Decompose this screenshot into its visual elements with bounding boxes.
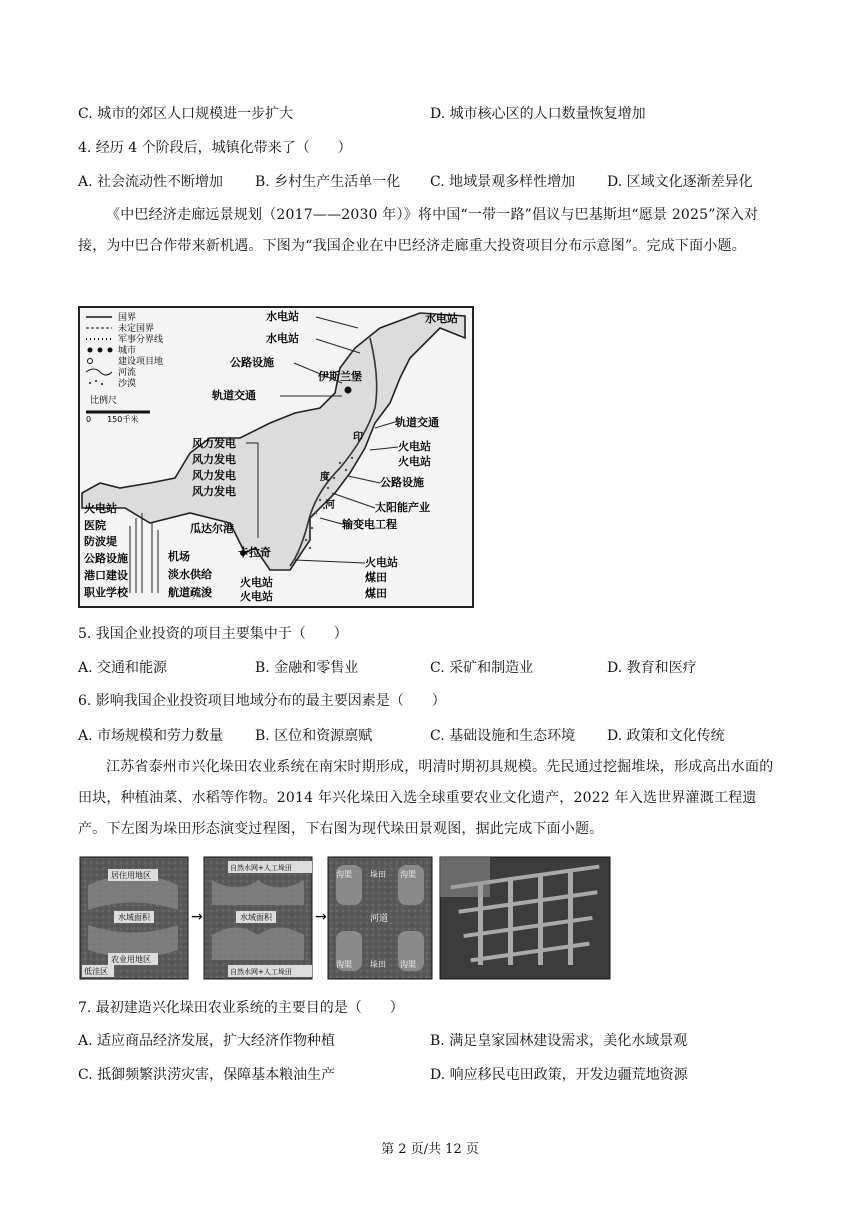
river-char: 度 xyxy=(320,472,330,483)
label-rail-2: 轨道交通 xyxy=(395,416,439,429)
passage-cpec: 《中巴经济走廊远景规划（2017——2030 年）》将中国“一带一路”倡议与巴基斯坦“愿景 2025”深入对接，为中巴合作带来新机遇。下图为“我国企业在中巴经济走廊重大投资项目分布示意图”。完成下面小题。 xyxy=(78,207,759,254)
scale-title: 比例尺 xyxy=(90,396,118,406)
scale-value: 0 150千米 xyxy=(86,415,139,424)
label-wind-4: 风力发电 xyxy=(192,485,236,498)
label-wind-3: 风力发电 xyxy=(192,469,236,482)
duotian-diagram xyxy=(78,855,612,981)
question-4-option-b: B. 乡村生产生活单一化 xyxy=(255,174,401,190)
legend-desert: 沙漠 xyxy=(118,379,137,389)
question-6-option-a: A. 市场规模和劳力数量 xyxy=(78,728,224,744)
p1-water: 水域面积 xyxy=(118,913,150,922)
arrow-icon: → xyxy=(191,909,203,925)
duotian-figure xyxy=(78,855,612,981)
evolution-panel-3 xyxy=(328,857,432,979)
passage-duotian: 江苏省泰州市兴化垛田农业系统在南宋时期形成，明清时期初具规模。先民通过挖掘堆垛，形成高出水面的田块，种植油菜、水稻等作物。2014 年兴化垛田入选全球重要农业文化遗产，2022 年入选世界灌溉工程遗产。下左图为垛田形态演变过程图，下右图为现代垛田景观图，据此完成下面小题。 xyxy=(78,759,774,837)
question-7-stem: 7. 最初建造兴化垛田农业系统的主要目的是（ ） xyxy=(78,1000,404,1016)
label-coal-1: 煤田 xyxy=(365,571,387,584)
question-5-option-a: A. 交通和能源 xyxy=(78,660,168,676)
evolution-panel-2 xyxy=(204,857,312,979)
question-6-stem: 6. 影响我国企业投资项目地域分布的最主要因素是（ ） xyxy=(78,693,446,709)
question-4-option-c: C. 地域景观多样性增加 xyxy=(430,174,576,190)
p3-river: 河道 xyxy=(370,914,389,924)
option-c: C. 城市的郊区人口规模进一步扩大 xyxy=(78,106,294,122)
p1-farmland: 农业用地区 xyxy=(111,955,151,964)
label-vocational-school: 职业学校 xyxy=(84,586,128,599)
p3-field-1: 垛田 xyxy=(370,870,386,879)
map-legend xyxy=(86,312,163,424)
question-6-option-d: D. 政策和文化传统 xyxy=(607,728,725,744)
question-5-option-d: D. 教育和医疗 xyxy=(607,660,697,676)
label-hydro-1: 水电站 xyxy=(266,310,299,323)
label-thermal-3: 火电站 xyxy=(365,556,398,569)
label-hydro-3: 水电站 xyxy=(425,312,458,325)
landscape-photo xyxy=(440,857,610,979)
legend-project-site: 建设项目地 xyxy=(118,357,164,367)
label-solar: 太阳能产业 xyxy=(375,501,430,514)
label-road-2: 公路设施 xyxy=(380,476,424,489)
p3-channel-4: 沟渠 xyxy=(400,960,416,969)
label-thermal-1: 火电站 xyxy=(398,440,431,453)
page-footer: 第 2 页/共 12 页 xyxy=(381,1142,479,1157)
label-transmission: 输变电工程 xyxy=(342,518,397,531)
label-thermal-2: 火电站 xyxy=(398,455,431,468)
left-leader-lines xyxy=(130,513,158,593)
p3-channel-2: 沟渠 xyxy=(400,870,416,879)
p2-network-bottom: 自然水网+人工垛田 xyxy=(230,968,292,976)
p1-residential: 居住用地区 xyxy=(111,871,151,880)
option-d: D. 城市核心区的人口数量恢复增加 xyxy=(430,106,646,122)
city-dot xyxy=(345,387,352,394)
city-karachi: 卡拉奇 xyxy=(238,546,271,559)
question-5-stem: 5. 我国企业投资的项目主要集中于（ ） xyxy=(78,626,348,642)
legend-military-line: 军事分界线 xyxy=(118,335,164,345)
question-4-option-d: D. 区域文化逐渐差异化 xyxy=(607,174,753,190)
label-road-1: 公路设施 xyxy=(230,356,274,369)
legend-border: 国界 xyxy=(118,313,137,323)
evolution-panel-1 xyxy=(80,857,188,979)
label-hydro-2: 水电站 xyxy=(266,332,299,345)
p1-lowland: 低洼区 xyxy=(84,967,108,976)
label-coal-2: 煤田 xyxy=(365,587,387,600)
question-6-option-b: B. 区位和资源禀赋 xyxy=(255,728,373,744)
question-6-option-c: C. 基础设施和生态环境 xyxy=(430,728,576,744)
legend-river: 河流 xyxy=(118,368,137,378)
legend-undetermined: 未定国界 xyxy=(118,324,155,334)
p2-network-top: 自然水网+人工垛田 xyxy=(230,864,292,872)
question-4-option-a: A. 社会流动性不断增加 xyxy=(78,174,224,190)
question-7-option-c: C. 抵御频繁洪涝灾害，保障基本粮油生产 xyxy=(78,1067,336,1083)
label-dredging: 航道疏浚 xyxy=(168,586,212,599)
p3-channel-3: 沟渠 xyxy=(336,960,352,969)
cpec-map xyxy=(80,308,472,606)
question-4-stem: 4. 经历 4 个阶段后，城镇化带来了（ ） xyxy=(78,140,352,156)
label-thermal-bottom-2: 火电站 xyxy=(240,590,273,603)
label-airport: 机场 xyxy=(168,550,190,563)
city-islamabad: 伊斯兰堡 xyxy=(318,370,362,383)
city-gwadar: 瓜达尔港 xyxy=(190,522,234,535)
p3-field-2: 垛田 xyxy=(370,960,386,969)
label-port: 港口建设 xyxy=(84,569,128,582)
river-char: 印 xyxy=(353,432,363,443)
question-7-option-b: B. 满足皇家园林建设需求，美化水域景观 xyxy=(430,1033,688,1049)
legend-city: 城市 xyxy=(118,346,137,356)
label-thermal-bottom-1: 火电站 xyxy=(240,576,273,589)
cpec-map-figure xyxy=(78,306,474,608)
river-char: 河 xyxy=(325,500,335,511)
question-5-option-c: C. 采矿和制造业 xyxy=(430,660,534,676)
question-7-option-a: A. 适应商品经济发展，扩大经济作物种植 xyxy=(78,1033,336,1049)
label-thermal-left: 火电站 xyxy=(84,502,117,515)
label-hospital: 医院 xyxy=(84,519,106,532)
p2-water: 水域面积 xyxy=(240,913,272,922)
label-wind-2: 风力发电 xyxy=(192,453,236,466)
label-road-left: 公路设施 xyxy=(84,552,128,565)
arrow-icon: → xyxy=(315,909,327,925)
label-breakwater: 防波堤 xyxy=(84,535,117,548)
question-5-option-b: B. 金融和零售业 xyxy=(255,660,359,676)
label-freshwater: 淡水供给 xyxy=(168,568,212,581)
question-7-option-d: D. 响应移民屯田政策，开发边疆荒地资源 xyxy=(430,1067,688,1083)
p3-channel-1: 沟渠 xyxy=(336,870,352,879)
label-rail-1: 轨道交通 xyxy=(212,389,256,402)
label-wind-1: 风力发电 xyxy=(192,437,236,450)
